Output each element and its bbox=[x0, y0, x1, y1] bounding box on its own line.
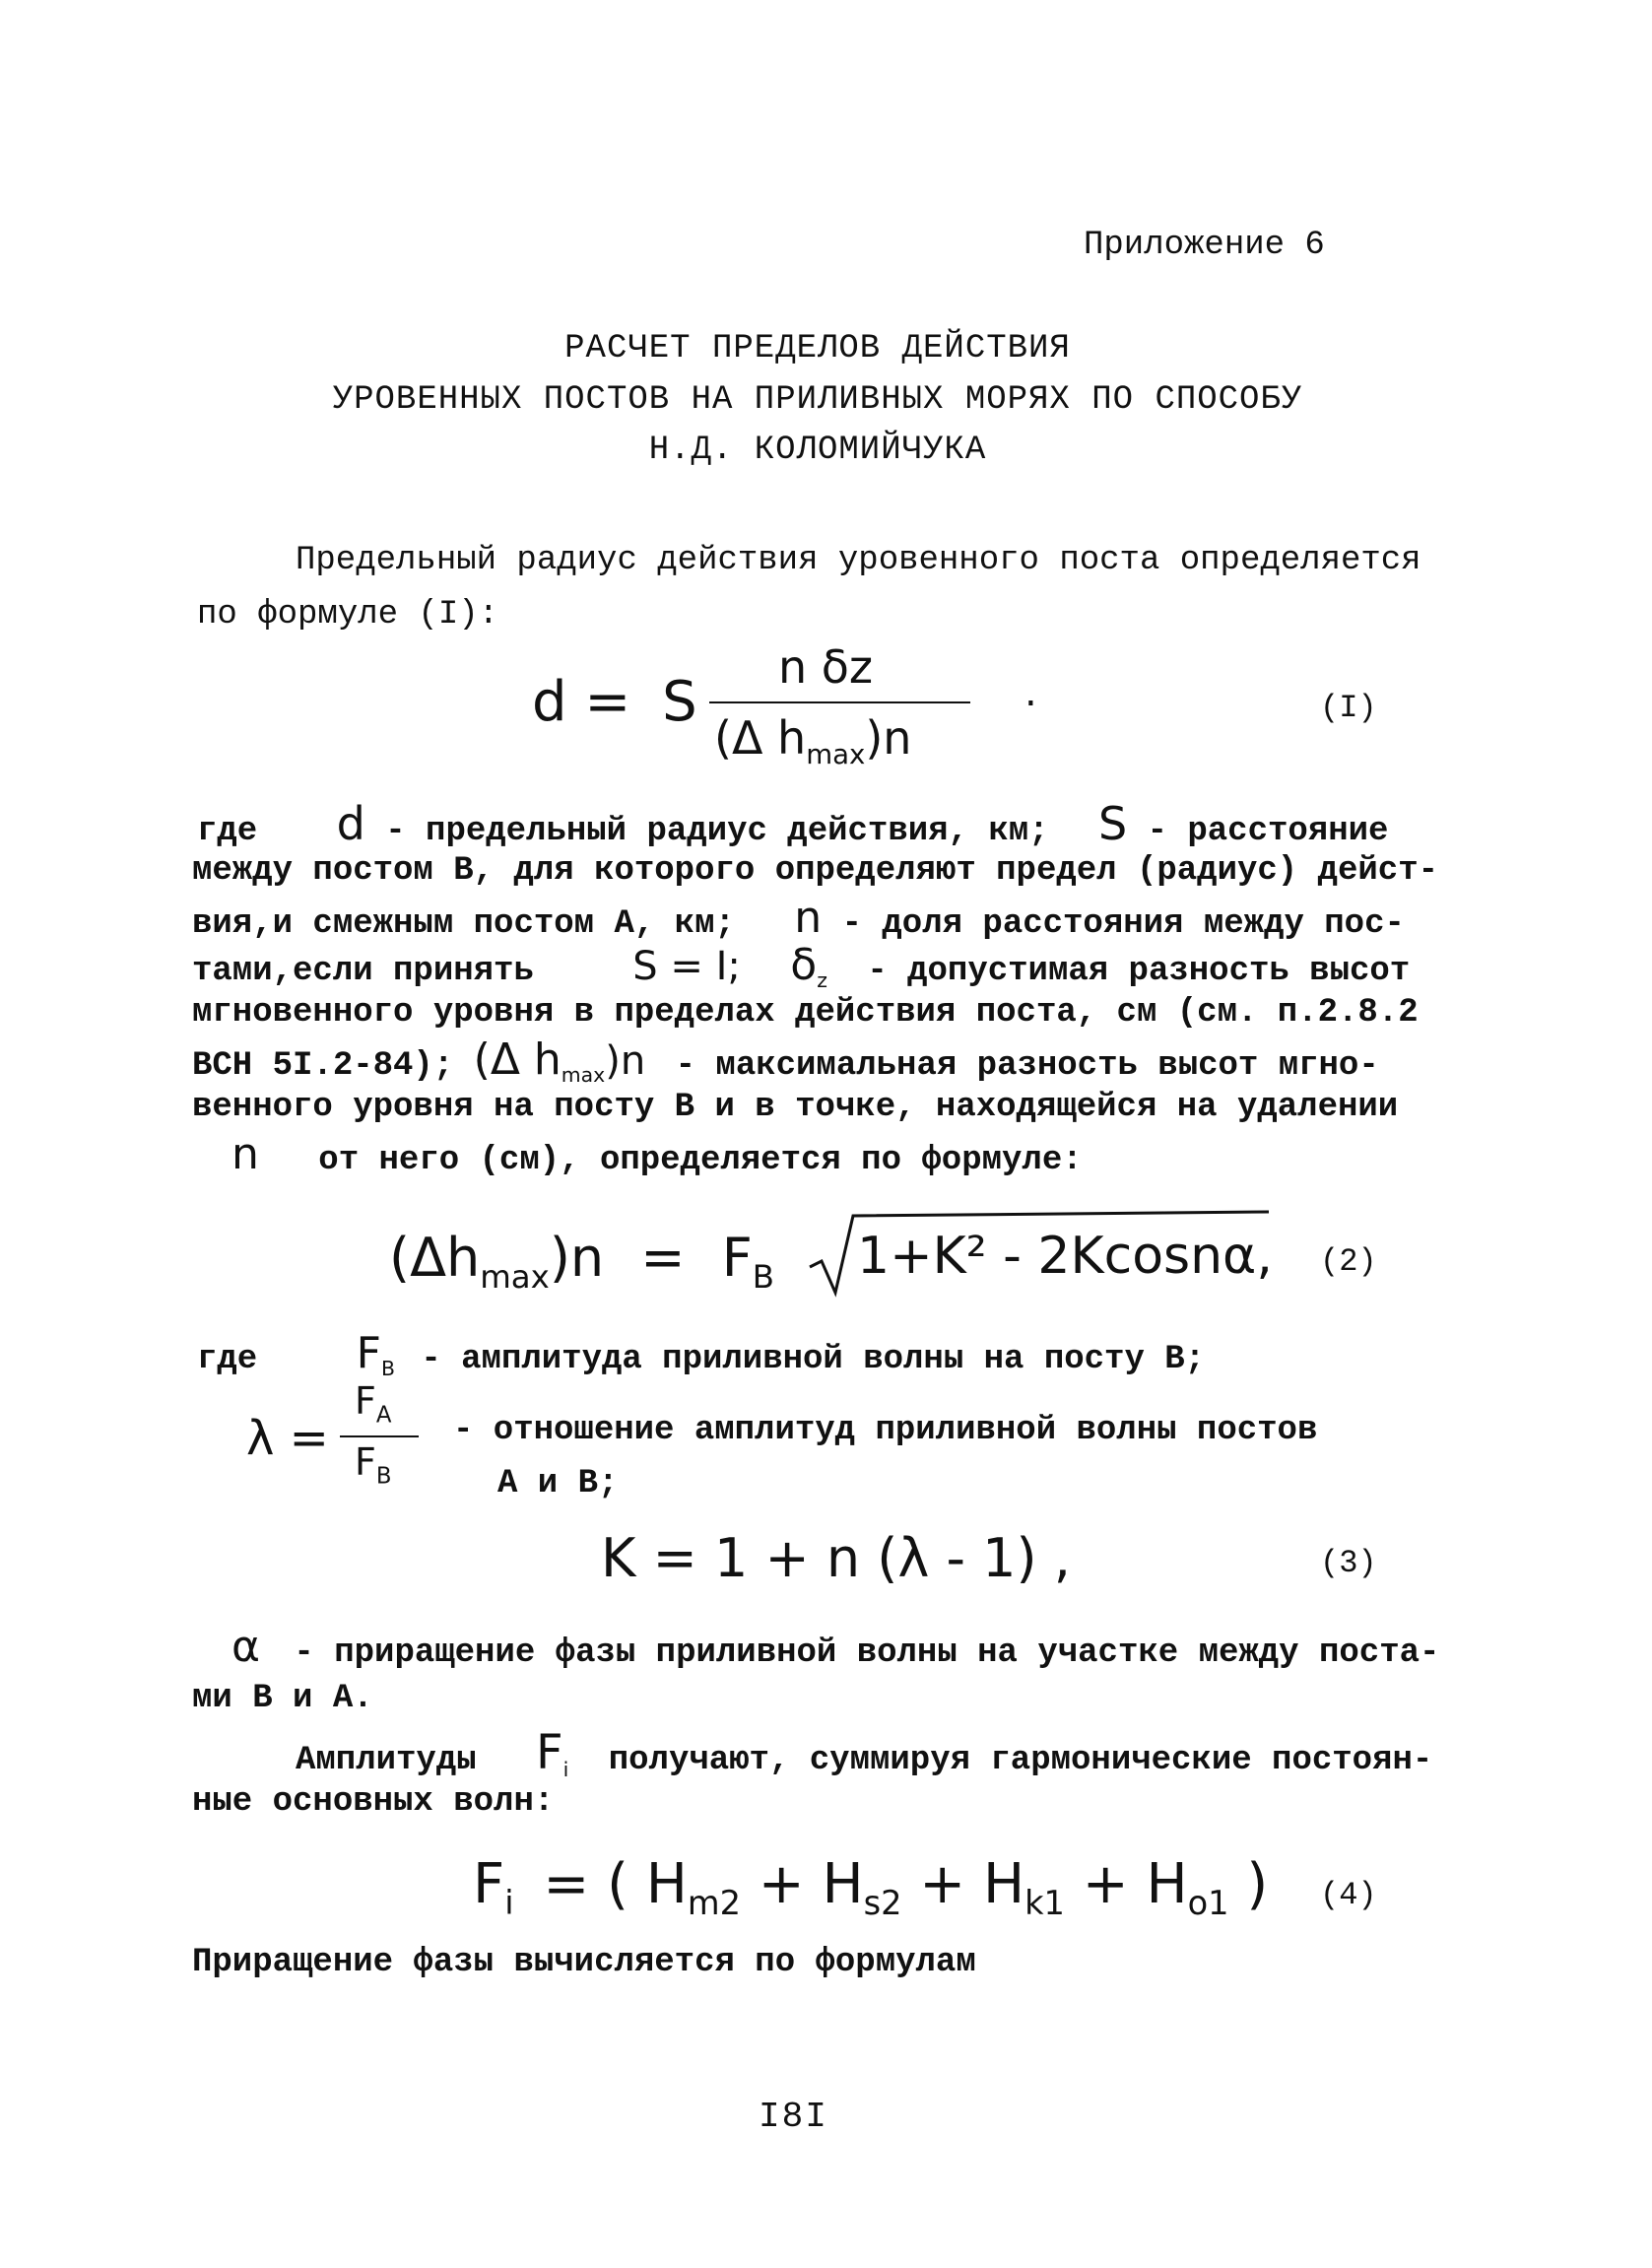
formula-2-radicand: 1+K² - 2Kcosnα, bbox=[857, 1227, 1273, 1286]
title-line-1: РАСЧЕТ ПРЕДЕЛОВ ДЕЙСТВИЯ bbox=[564, 330, 1071, 367]
def1-line-6: ВСН 5I.2-84); (Δ $h_{max})n$ - максимальная разность высот мгно- bbox=[192, 1034, 1379, 1087]
def1-line-3: вия,и смежным постом А, км; n - доля расстояния между пос- bbox=[192, 893, 1405, 943]
lambda-denominator: $F_B$ bbox=[355, 1440, 392, 1490]
def1-line-7: венного уровня на посту В и в точке, находящейся на удалении bbox=[192, 1089, 1399, 1126]
formula-1-number: (I) bbox=[1320, 690, 1377, 726]
formula-4-number: (4) bbox=[1320, 1877, 1377, 1913]
appendix-label: Приложение 6 bbox=[1084, 227, 1325, 264]
formula-1-numerator: n δz bbox=[778, 640, 874, 694]
formula-1-denominator: (Δ $h_{max})n$ bbox=[714, 711, 912, 771]
formula-2-lhs: $(\Delta h_{max})n = F_B$ bbox=[389, 1227, 774, 1296]
title-line-3: Н.Д. КОЛОМИЙЧУКА bbox=[648, 432, 987, 469]
closing-line: Приращение фазы вычисляется по формулам bbox=[192, 1944, 976, 1981]
formula-1-lhs: d = bbox=[532, 670, 631, 734]
formula-3: K = 1 + n (λ - 1) , bbox=[601, 1527, 1071, 1589]
lambda-fraction-bar bbox=[340, 1435, 419, 1437]
def2-line-1: где $F_B$ - амплитуда приливной волны на посту В; bbox=[197, 1328, 1206, 1380]
lambda-text-2: А и В; bbox=[497, 1465, 619, 1502]
alpha-line-1: α - приращение фазы приливной волны на участке между поста- bbox=[231, 1622, 1440, 1672]
lambda-symbol: λ = bbox=[246, 1411, 329, 1466]
title-line-2: УРОВЕННЫХ ПОСТОВ НА ПРИЛИВНЫХ МОРЯХ ПО СПОСОБУ bbox=[332, 381, 1303, 419]
page-number: I8I bbox=[759, 2097, 828, 2137]
alpha-line-2: ми В и А. bbox=[192, 1680, 373, 1717]
intro-line-2: по формуле (I): bbox=[197, 596, 499, 634]
def1-line-5: мгновенного уровня в пределах действия поста, см (см. п.2.8.2 bbox=[192, 994, 1419, 1032]
def1-line-2: между постом В, для которого определяют предел (радиус) дейст- bbox=[192, 852, 1439, 890]
formula-1-dot: . bbox=[1024, 670, 1037, 715]
lambda-numerator: $F_A$ bbox=[355, 1379, 392, 1429]
def1-line-4: тами,если принять S = I; $\delta_z$ - допустимая разность высот bbox=[192, 940, 1411, 992]
formula-1-fraction-bar bbox=[709, 701, 970, 703]
def1-line-8: n от него (см), определяется по формуле: bbox=[231, 1129, 1083, 1179]
formula-2-number: (2) bbox=[1320, 1243, 1377, 1280]
formula-3-number: (3) bbox=[1320, 1545, 1377, 1581]
def1-line-1: где d - предельный радиус действия, км; S - расстояние bbox=[197, 797, 1389, 850]
intro-line-1: Предельный радиус действия уровенного поста определяется bbox=[296, 542, 1421, 579]
formula-1-coef: S bbox=[662, 670, 697, 734]
lambda-text-1: - отношение амплитуд приливной волны постов bbox=[453, 1412, 1318, 1449]
amplitude-line-2: ные основных волн: bbox=[192, 1783, 555, 1821]
formula-4: $F_i$ = ( $H_{m2} + H_{s2} + H_{k1} + H_{o1}$ ) bbox=[473, 1852, 1269, 1923]
amplitude-line-1: Амплитуды $F_i$ получают, суммируя гармонические постоян- bbox=[296, 1725, 1433, 1781]
